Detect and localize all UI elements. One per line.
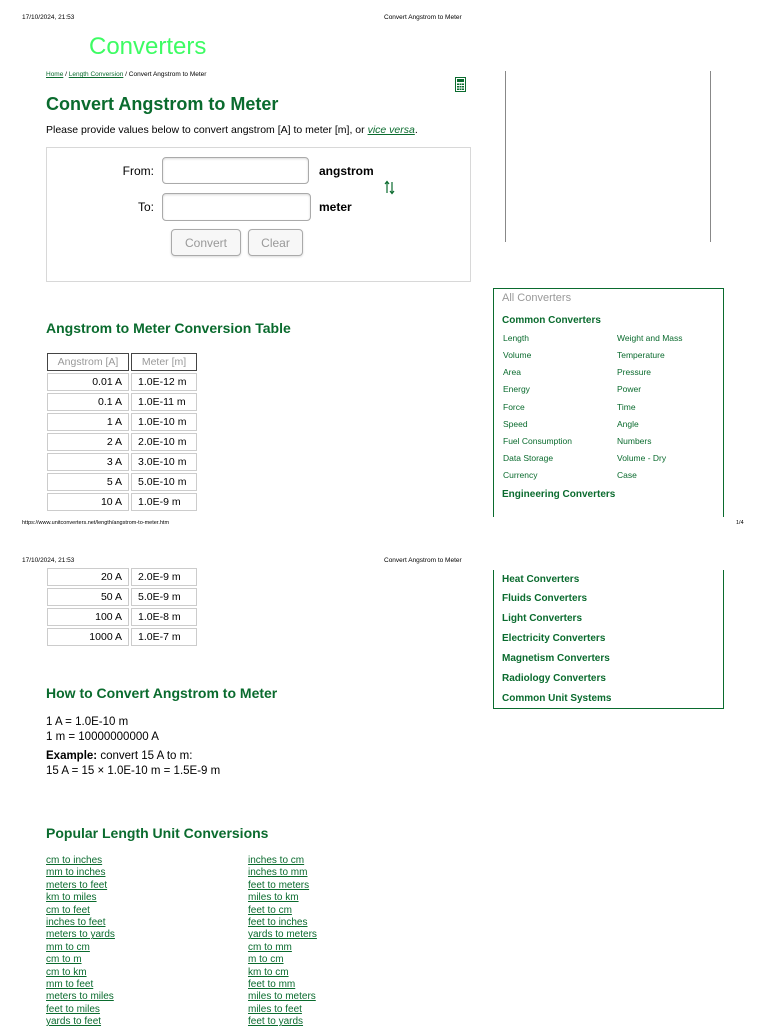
sidebar-item-angle[interactable]: Angle [617, 419, 639, 429]
breadcrumb-sep: / [63, 71, 69, 78]
sidebar-common-unit-systems[interactable]: Common Unit Systems [502, 693, 612, 704]
sidebar-item-weight-and-mass[interactable]: Weight and Mass [617, 333, 683, 343]
sidebar-title: All Converters [502, 292, 572, 304]
meter-cell: 1.0E-11 m [131, 393, 197, 411]
popular-link[interactable]: miles to feet [248, 1003, 302, 1015]
popular-link[interactable]: feet to meters [248, 879, 310, 891]
popular-link[interactable]: mm to cm [46, 941, 90, 953]
sidebar-item-speed[interactable]: Speed [503, 419, 528, 429]
popular-link[interactable]: km to cm [248, 966, 289, 978]
popular-links-right [248, 855, 438, 1029]
breadcrumb [46, 71, 206, 78]
sidebar-fluids-converters[interactable]: Fluids Converters [502, 593, 588, 604]
popular-link[interactable]: inches to feet [46, 917, 106, 929]
sidebar-common-heading[interactable]: Common Converters [502, 315, 601, 326]
meter-cell: 1.0E-9 m [131, 493, 197, 511]
popular-link[interactable]: feet to miles [46, 1003, 100, 1015]
popular-link[interactable]: cm to inches [46, 855, 103, 866]
vice-versa-link[interactable]: vice versa [367, 124, 415, 136]
conversion-table-page1 [45, 351, 199, 513]
to-label: To: [137, 200, 154, 214]
table-row [47, 413, 197, 431]
angstrom-cell: 50 A [47, 588, 129, 606]
sidebar-heat-converters[interactable]: Heat Converters [502, 574, 580, 585]
meter-cell: 3.0E-10 m [131, 453, 197, 471]
to-input[interactable] [162, 193, 311, 221]
popular-link[interactable]: miles to meters [248, 991, 316, 1003]
sidebar-item-numbers[interactable]: Numbers [617, 436, 652, 446]
page-title: Convert Angstrom to Meter [46, 94, 279, 114]
clear-button[interactable]: Clear [248, 229, 303, 256]
sidebar-item-length[interactable]: Length [503, 333, 529, 343]
popular-link[interactable]: cm to mm [248, 941, 292, 953]
example-label: Example: [46, 750, 98, 762]
sidebar-light-converters[interactable]: Light Converters [502, 613, 583, 624]
popular-title: Popular Length Unit Conversions [46, 825, 269, 841]
popular-link[interactable]: feet to cm [248, 904, 292, 916]
sidebar-item-data-storage[interactable]: Data Storage [503, 453, 554, 463]
sidebar-item-pressure[interactable]: Pressure [617, 367, 652, 377]
meter-cell: 1.0E-7 m [131, 628, 197, 646]
print-url: https://www.unitconverters.net/length/angstrom-to-meter.htm [22, 520, 170, 526]
popular-link[interactable]: meters to miles [46, 991, 114, 1003]
table-row [47, 608, 197, 626]
table-header-meter: Meter [m] [131, 353, 197, 371]
angstrom-cell: 100 A [47, 608, 129, 626]
popular-link[interactable]: km to miles [46, 892, 97, 904]
sidebar-item-temperature[interactable]: Temperature [617, 350, 665, 360]
meter-cell: 2.0E-10 m [131, 433, 197, 451]
sidebar-item-fuel-consumption[interactable]: Fuel Consumption [503, 436, 572, 446]
sidebar-engineering-converters[interactable]: Engineering Converters [502, 489, 616, 500]
print-doc-title: Convert Angstrom to Meter [384, 14, 462, 21]
sidebar-item-volume-dry[interactable]: Volume - Dry [617, 453, 667, 463]
print-datetime: 17/10/2024, 21:53 [22, 14, 75, 21]
to-unit: meter [319, 200, 352, 214]
howto-example-calc: 15 A = 15 × 1.0E-10 m = 1.5E-9 m [46, 765, 221, 777]
popular-link[interactable]: m to cm [248, 954, 284, 966]
meter-cell: 1.0E-12 m [131, 373, 197, 391]
popular-link[interactable]: miles to km [248, 892, 299, 904]
breadcrumb-home[interactable]: Home [46, 71, 64, 78]
popular-link[interactable]: yards to feet [46, 1016, 102, 1028]
popular-link[interactable]: feet to yards [248, 1016, 304, 1028]
print-page-number: 1/4 [736, 520, 744, 526]
howto-line1: 1 A = 1.0E-10 m [46, 716, 129, 728]
popular-link[interactable]: meters to feet [46, 879, 108, 891]
meter-cell: 2.0E-9 m [131, 568, 197, 586]
sidebar-item-force[interactable]: Force [503, 402, 525, 412]
popular-link[interactable]: inches to mm [248, 867, 308, 879]
sidebar-radiology-converters[interactable]: Radiology Converters [502, 673, 606, 684]
table-row [47, 568, 197, 586]
swap-arrows-icon[interactable] [384, 180, 396, 195]
intro-text [46, 124, 418, 136]
angstrom-cell: 1000 A [47, 628, 129, 646]
angstrom-cell: 10 A [47, 493, 129, 511]
angstrom-cell: 2 A [47, 433, 129, 451]
popular-link[interactable]: yards to meters [248, 929, 317, 941]
ad-border-right [710, 71, 711, 242]
howto-title: How to Convert Angstrom to Meter [46, 685, 278, 701]
sidebar-item-volume[interactable]: Volume [503, 350, 532, 360]
table-row [47, 473, 197, 491]
popular-link[interactable]: feet to inches [248, 917, 308, 929]
howto-line2: 1 m = 10000000000 A [46, 731, 159, 743]
angstrom-cell: 0.1 A [47, 393, 129, 411]
angstrom-cell: 3 A [47, 453, 129, 471]
table-row [47, 588, 197, 606]
popular-link[interactable]: inches to cm [248, 855, 305, 866]
table-row [47, 493, 197, 511]
from-unit: angstrom [319, 164, 374, 178]
sidebar-item-time[interactable]: Time [617, 402, 636, 412]
ad-border-left [505, 71, 506, 242]
meter-cell: 5.0E-9 m [131, 588, 197, 606]
sidebar-electricity-converters[interactable]: Electricity Converters [502, 633, 606, 644]
table-header-angstrom: Angstrom [A] [47, 353, 129, 371]
angstrom-cell: 20 A [47, 568, 129, 586]
breadcrumb-current: Convert Angstrom to Meter [128, 71, 207, 78]
popular-link[interactable]: mm to inches [46, 867, 106, 879]
popular-link[interactable]: cm to feet [46, 904, 90, 916]
meter-cell: 1.0E-8 m [131, 608, 197, 626]
meter-cell: 5.0E-10 m [131, 473, 197, 491]
table-row [47, 393, 197, 411]
example-text: convert 15 A to m: [97, 750, 193, 762]
table-title: Angstrom to Meter Conversion Table [46, 320, 291, 336]
table-row [47, 433, 197, 451]
breadcrumb-length-conversion[interactable]: Length Conversion [68, 71, 124, 78]
convert-button[interactable]: Convert [171, 229, 241, 256]
sidebar-magnetism-converters[interactable]: Magnetism Converters [502, 653, 610, 664]
intro-sentence: Please provide values below to convert angstrom [A] to meter [m], or [46, 124, 368, 136]
angstrom-cell: 1 A [47, 413, 129, 431]
sidebar-item-case[interactable]: Case [617, 470, 637, 480]
calculator-icon[interactable] [455, 77, 466, 92]
popular-link[interactable]: feet to mm [248, 979, 296, 991]
intro-end: . [414, 124, 418, 136]
popular-link[interactable]: cm to km [46, 966, 87, 978]
table-row [47, 628, 197, 646]
angstrom-cell: 0.01 A [47, 373, 129, 391]
howto-example [46, 750, 192, 762]
print-datetime: 17/10/2024, 21:53 [22, 557, 75, 564]
popular-link[interactable]: mm to feet [46, 979, 94, 991]
popular-links-left [46, 855, 236, 1029]
angstrom-cell: 5 A [47, 473, 129, 491]
from-input[interactable] [162, 157, 309, 184]
print-doc-title: Convert Angstrom to Meter [384, 557, 462, 564]
sidebar-item-power[interactable]: Power [617, 384, 642, 394]
conversion-table-page2 [45, 566, 199, 648]
table-row [47, 373, 197, 391]
sidebar-item-energy[interactable]: Energy [503, 384, 530, 394]
meter-cell: 1.0E-10 m [131, 413, 197, 431]
breadcrumb-sep: / [123, 71, 129, 78]
sidebar-item-area[interactable]: Area [503, 367, 521, 377]
popular-link[interactable]: meters to yards [46, 929, 115, 941]
table-row [47, 453, 197, 471]
from-label: From: [122, 164, 154, 178]
sidebar-item-currency[interactable]: Currency [503, 470, 538, 480]
popular-link[interactable]: cm to m [46, 954, 82, 966]
site-logo[interactable]: Converters [89, 33, 207, 60]
